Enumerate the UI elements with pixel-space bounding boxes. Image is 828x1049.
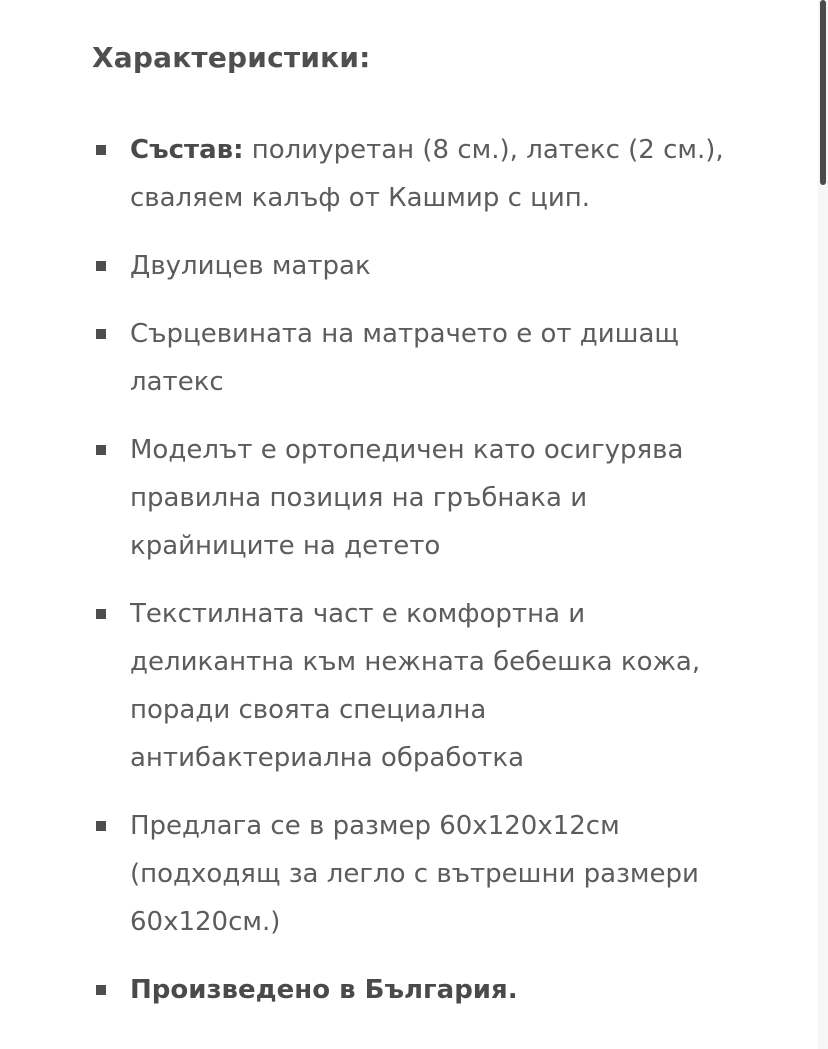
feature-text: Текстилната част е комфортна и деликантна към нежната бебешка кожа, поради своята специална антибактериална обработка [130, 599, 701, 773]
square-bullet-icon [96, 261, 106, 271]
list-item [92, 242, 732, 290]
feature-text: Предлага се в размер 60х120х12см (подходящ за легло с вътрешни размери 60х120см.) [130, 811, 699, 937]
feature-strong: Произведено в България. [130, 975, 518, 1005]
list-item [92, 590, 732, 782]
list-item [92, 310, 732, 406]
feature-text: Двулицев матрак [130, 251, 371, 281]
square-bullet-icon [96, 821, 106, 831]
list-item [92, 966, 732, 1014]
list-item [92, 426, 732, 570]
square-bullet-icon [96, 145, 106, 155]
scrollbar-thumb[interactable] [820, 0, 826, 185]
square-bullet-icon [96, 609, 106, 619]
features-list [92, 126, 732, 1014]
feature-text: Сърцевината на матрачето е от дишащ латекс [130, 319, 679, 397]
list-item [92, 802, 732, 946]
vertical-scrollbar[interactable] [818, 0, 828, 1049]
feature-text: Моделът е ортопедичен като осигурява правилна позиция на гръбнака и крайниците на детето [130, 435, 684, 561]
feature-text: полиуретан (8 см.), латекс (2 см.), сваляем калъф от Кашмир с цип. [130, 135, 724, 213]
characteristics-section [92, 36, 732, 1034]
square-bullet-icon [96, 985, 106, 995]
square-bullet-icon [96, 445, 106, 455]
list-item [92, 126, 732, 222]
section-heading: Характеристики: [92, 41, 371, 74]
feature-strong: Състав: [130, 135, 244, 165]
square-bullet-icon [96, 329, 106, 339]
